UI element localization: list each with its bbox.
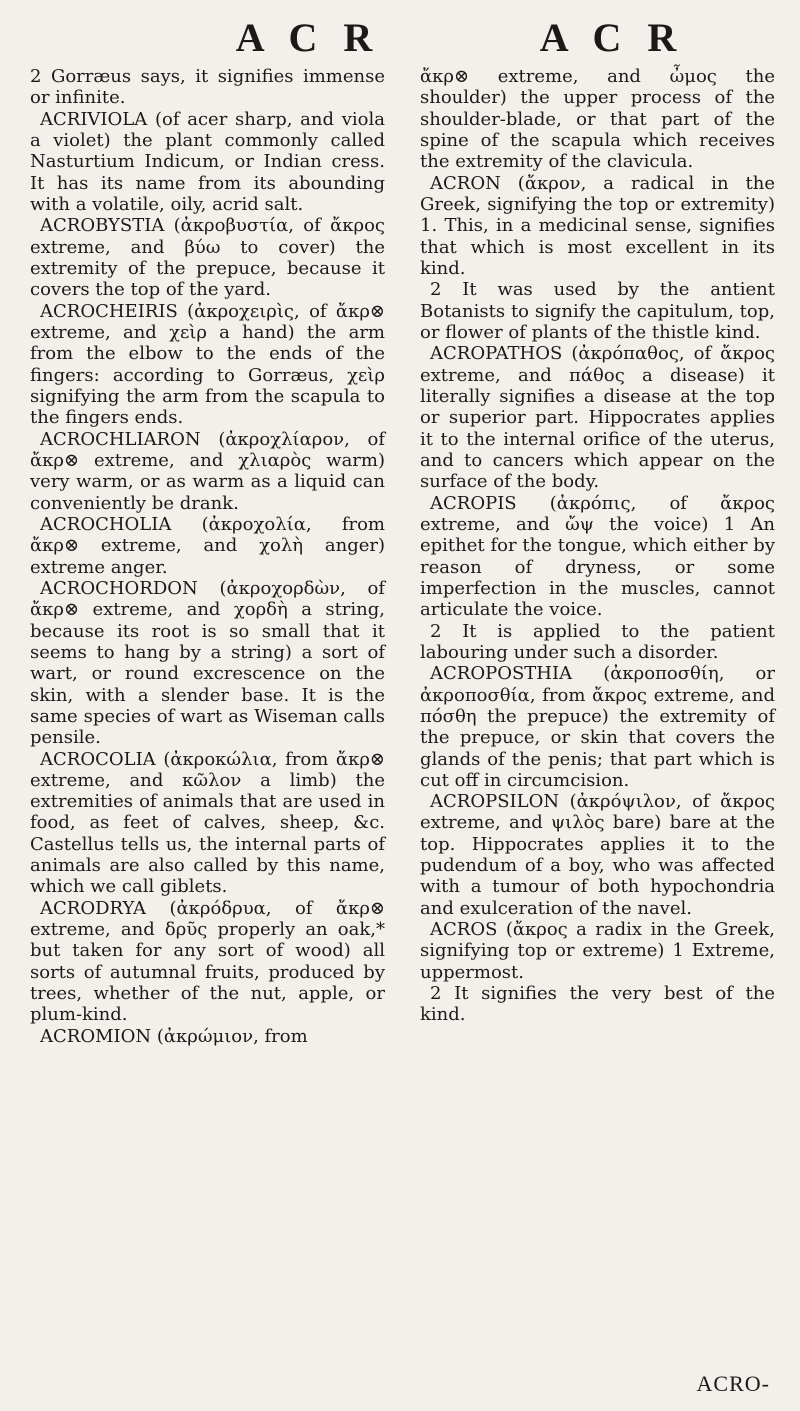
entry-acros-2: 2 It signifies the very best of the kind. <box>420 983 775 1026</box>
entry-acromion-cont: ἄκρ⊗ extreme, and ὦμος the shoulder) the upper process of the shoulder-blade, or that part of the spine of the scapula which receives the extremity of the clavicula. <box>420 66 775 173</box>
entry-acron-2: 2 It was used by the antient Botanists to signify the capitulum, top, or flower of plants of the thistle kind. <box>420 279 775 343</box>
entry-acrocolia: ACROCOLIA (ἀκροκώλια, from ἄκρ⊗ extreme, and κῶλον a limb) the extremities of animals that are used in food, as feet of calves, sheep, &c. Castellus tells us, the internal parts of animals are also called by this name, which we call giblets. <box>30 748 385 898</box>
entry-acriviola: ACRIVIOLA (of acer sharp, and viola a violet) the plant commonly called Nasturtium Indicum, or Indian cress. It has its name from its abounding with a volatile, oily, acrid salt. <box>30 108 385 215</box>
entry-acromion: ACROMION (ἀκρώμιον, from <box>40 1025 308 1047</box>
entry-acrochordon: ACROCHORDON (ἀκροχορδὼν, of ἄκρ⊗ extreme, and χορδὴ a string, because its root is so small that it seems to hang by a string) a sort of wart, or round excrescence on the skin, with a slender base. It is the same species of wart as Wiseman calls pensile. <box>30 577 385 749</box>
entry-paragraph: 2 Gorræus says, it signifies immense or infinite. <box>30 66 385 109</box>
entry-acropathos: ACROPATHOS (ἀκρόπαθος, of ἄκρος extreme, and πάθος a disease) it literally signifies a disease at the top or superior part. Hippocrates applies it to the internal orifice of the uterus, and to cancers which appear on the surface of the body. <box>420 343 775 493</box>
running-header <box>0 14 800 74</box>
entry-acron: ACRON (ἄκρον, a radical in the Greek, signifying the top or extremity) 1. This, in a medicinal sense, signifies that which is most excellent in its kind. <box>420 172 775 279</box>
entry-acros: ACROS (ἄκρος a radix in the Greek, signifying top or extreme) 1 Extreme, uppermost. <box>420 919 775 983</box>
entry-acrochliaron: ACROCHLIARON (ἀκροχλίαρον, of ἄκρ⊗ extreme, and χλιαρὸς warm) very warm, or as warm as a liquid can conveniently be drank. <box>30 428 385 514</box>
left-column <box>30 66 385 1047</box>
entry-acroposthia: ACROPOSTHIA (ἀκροποσθίη, or ἀκροποσθία, from ἄκρος extreme, and πόσθη the prepuce) the extremity of the prepuce, or skin that covers the glands of the penis; that part which is cut off in circumcision. <box>420 663 775 791</box>
entry-acropis: ACROPIS (ἀκρόπις, of ἄκρος extreme, and ὤψ the voice) 1 An epithet for the tongue, which either by reason of dryness, or some imperfection in the muscles, cannot articulate the voice. <box>420 492 775 621</box>
entry-acropsilon: ACROPSILON (ἀκρόψιλον, of ἄκρος extreme, and ψιλὸς bare) bare at the top. Hippocrates applies it to the pudendum of a boy, who was affected with a tumour of both hypochondria and exulceration of the navel. <box>420 791 775 919</box>
right-column <box>420 66 775 1026</box>
entry-acrobystia: ACROBYSTIA (ἀκροβυστία, of ἄκρος extreme, and βύω to cover) the extremity of the prepuce, because it covers the top of the yard. <box>30 215 385 301</box>
entry-acrocheiris: ACROCHEIRIS (ἀκροχειρὶς, of ἄκρ⊗ extreme, and χεὶρ a hand) the arm from the elbow to the ends of the fingers: according to Gorræus, χεὶρ signifying the arm from the scapula to the fingers ends. <box>30 300 385 429</box>
entry-acropis-2: 2 It is applied to the patient labouring under such a disorder. <box>420 620 775 663</box>
entry-acrocholia: ACROCHOLIA (ἀκροχολία, from ἄκρ⊗ extreme, and χολὴ anger) extreme anger. <box>30 513 385 578</box>
catchword: ACRO- <box>696 1371 770 1396</box>
entry-acrodrya: ACRODRYA (ἀκρόδρυα, of ἄκρ⊗ extreme, and δρῦς properly an oak,* but taken for any sort of wood) all sorts of autumnal fruits, produced by trees, whether of the nut, apple, or plum-kind. <box>30 897 385 1026</box>
header-right: A C R <box>539 15 685 60</box>
header-left: A C R <box>235 15 381 60</box>
